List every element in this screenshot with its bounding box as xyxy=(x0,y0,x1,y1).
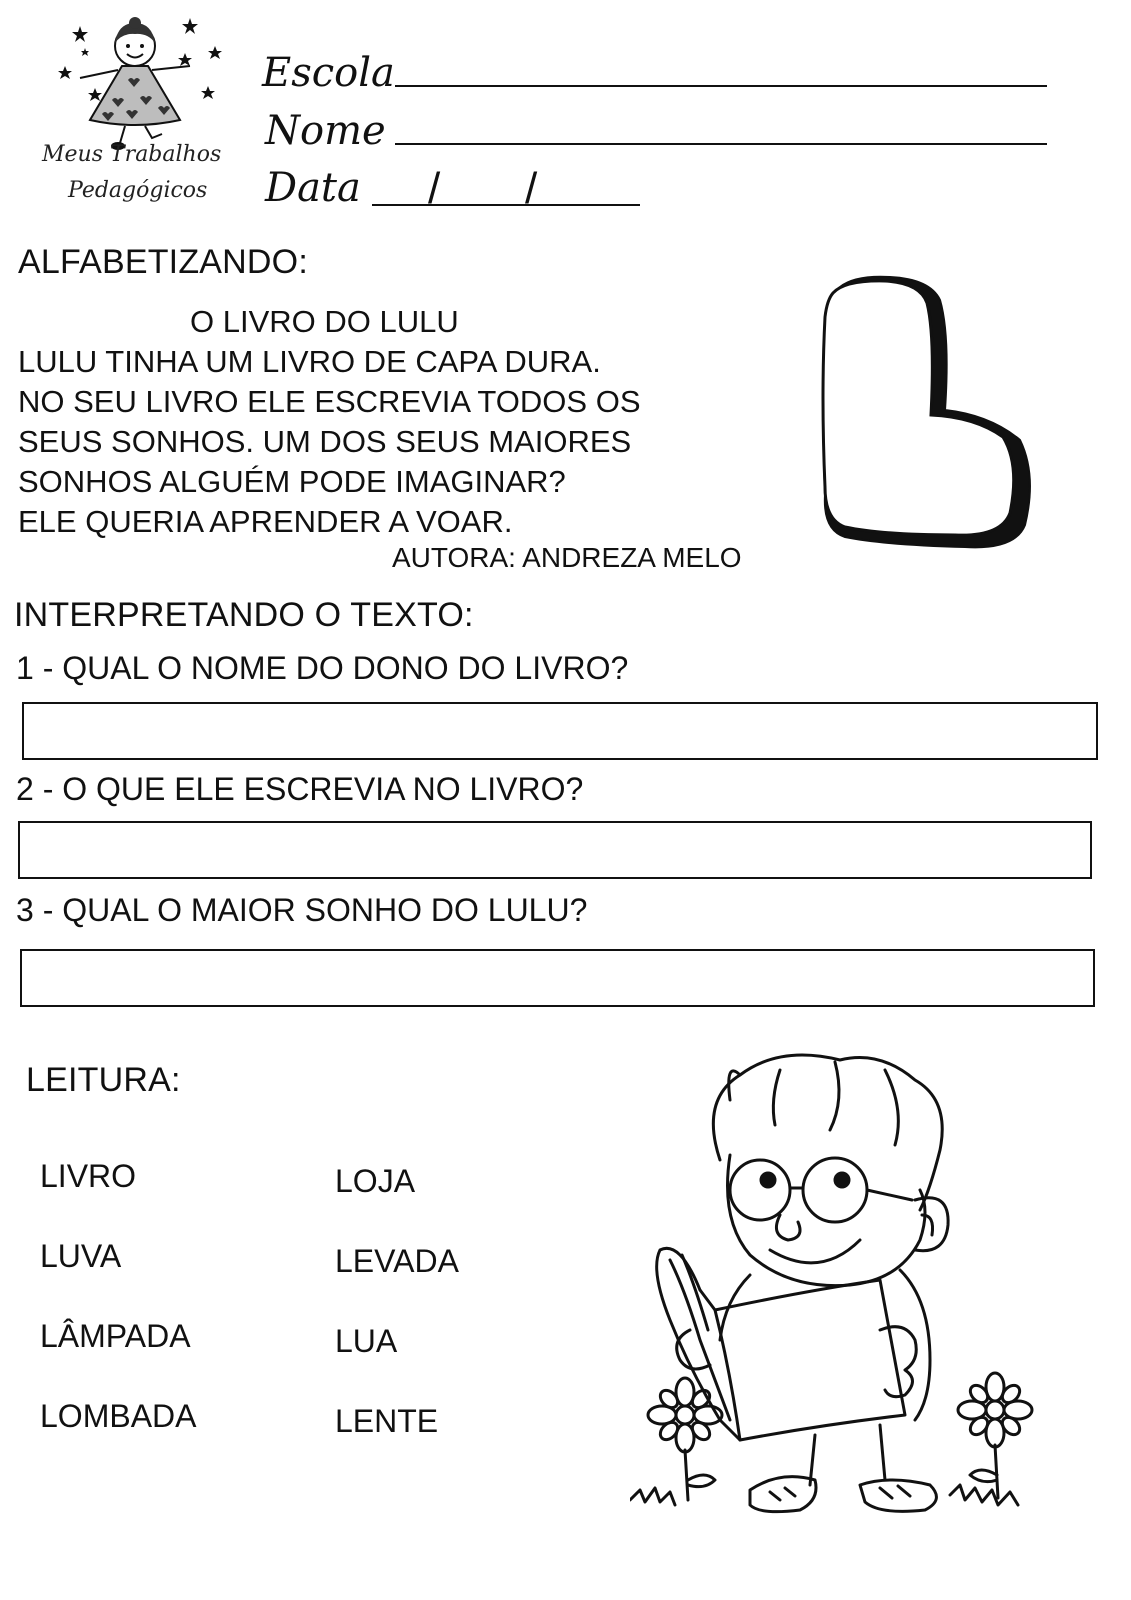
data-line[interactable] xyxy=(372,204,640,206)
word-lampada: LÂMPADA xyxy=(40,1318,191,1354)
story-line-1: LULU TINHA UM LIVRO DE CAPA DURA. xyxy=(18,344,601,379)
word-loja: LOJA xyxy=(335,1163,416,1199)
word-lua: LUA xyxy=(335,1323,398,1359)
answer-box-1[interactable] xyxy=(22,702,1098,760)
logo-text-line2: Pedagógicos xyxy=(68,178,208,203)
date-slash-1: / xyxy=(428,164,441,213)
story-line-4: SONHOS ALGUÉM PODE IMAGINAR? xyxy=(18,464,566,499)
logo-text-line1: Meus Trabalhos xyxy=(42,142,222,167)
data-label: Data xyxy=(265,165,361,211)
section-alfabetizando: ALFABETIZANDO: xyxy=(18,243,308,281)
story-title: O LIVRO DO LULU xyxy=(190,304,459,339)
nome-line[interactable] xyxy=(395,143,1047,145)
word-luva: LUVA xyxy=(40,1238,122,1274)
story-line-3: SEUS SONHOS. UM DOS SEUS MAIORES xyxy=(18,424,632,459)
word-livro: LIVRO xyxy=(40,1158,137,1194)
answer-box-2[interactable] xyxy=(18,821,1092,879)
escola-line[interactable] xyxy=(395,85,1047,87)
question-1: 1 - QUAL O NOME DO DONO DO LIVRO? xyxy=(16,650,629,686)
story-author: AUTORA: ANDREZA MELO xyxy=(392,542,742,573)
nome-label: Nome xyxy=(265,108,386,154)
escola-label: Escola xyxy=(262,50,395,96)
section-interpretando: INTERPRETANDO O TEXTO: xyxy=(14,596,474,634)
word-levada: LEVADA xyxy=(335,1243,459,1279)
letter-l-graphic xyxy=(815,275,1045,565)
question-3: 3 - QUAL O MAIOR SONHO DO LULU? xyxy=(16,892,588,928)
section-leitura: LEITURA: xyxy=(26,1061,181,1099)
story-line-5: ELE QUERIA APRENDER A VOAR. xyxy=(18,504,513,539)
date-slash-2: / xyxy=(525,164,538,213)
story-line-2: NO SEU LIVRO ELE ESCREVIA TODOS OS xyxy=(18,384,641,419)
word-lente: LENTE xyxy=(335,1403,439,1439)
boy-reading-illustration xyxy=(630,1040,1050,1545)
question-2: 2 - O QUE ELE ESCREVIA NO LIVRO? xyxy=(16,771,584,807)
word-lombada: LOMBADA xyxy=(40,1398,197,1434)
answer-box-3[interactable] xyxy=(20,949,1095,1007)
